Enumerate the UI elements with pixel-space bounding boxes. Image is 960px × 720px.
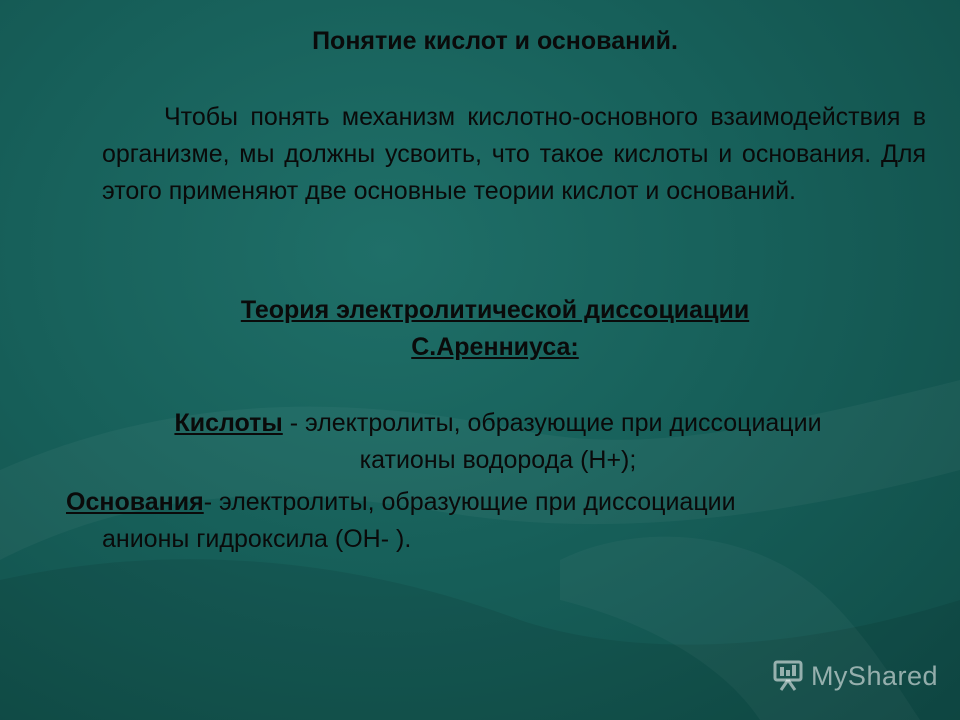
bases-term: Основания: [66, 488, 204, 516]
acids-term: Кислоты: [174, 409, 283, 437]
bases-definition: [66, 484, 928, 558]
theory-heading-line1: Теория электролитической диссоциации: [240, 296, 750, 324]
slide-title: Понятие кислот и оснований.: [312, 27, 678, 55]
bases-definition-line1: - электролиты, образующие при диссоциации: [203, 488, 736, 516]
acids-definition-line2: катионы водорода (Н+);: [359, 446, 637, 474]
presentation-board-icon: [771, 660, 805, 692]
bases-definition-line2: анионы гидроксила (ОН- ).: [102, 525, 412, 553]
theory-heading-line2: С.Аренниуса:: [411, 333, 579, 361]
watermark: [771, 660, 938, 692]
theory-heading: [120, 292, 870, 366]
intro-paragraph: Чтобы понять механизм кислотно-основного взаимодействия в организме, мы должны усвоить, что такое кислоты и основания. Для этого применяют две основные теории кислот и оснований.: [102, 103, 926, 205]
acids-definition-line1: - электролиты, образующие при диссоциации: [282, 409, 822, 437]
watermark-text: MyShared: [810, 660, 938, 691]
acids-definition: [60, 405, 936, 479]
